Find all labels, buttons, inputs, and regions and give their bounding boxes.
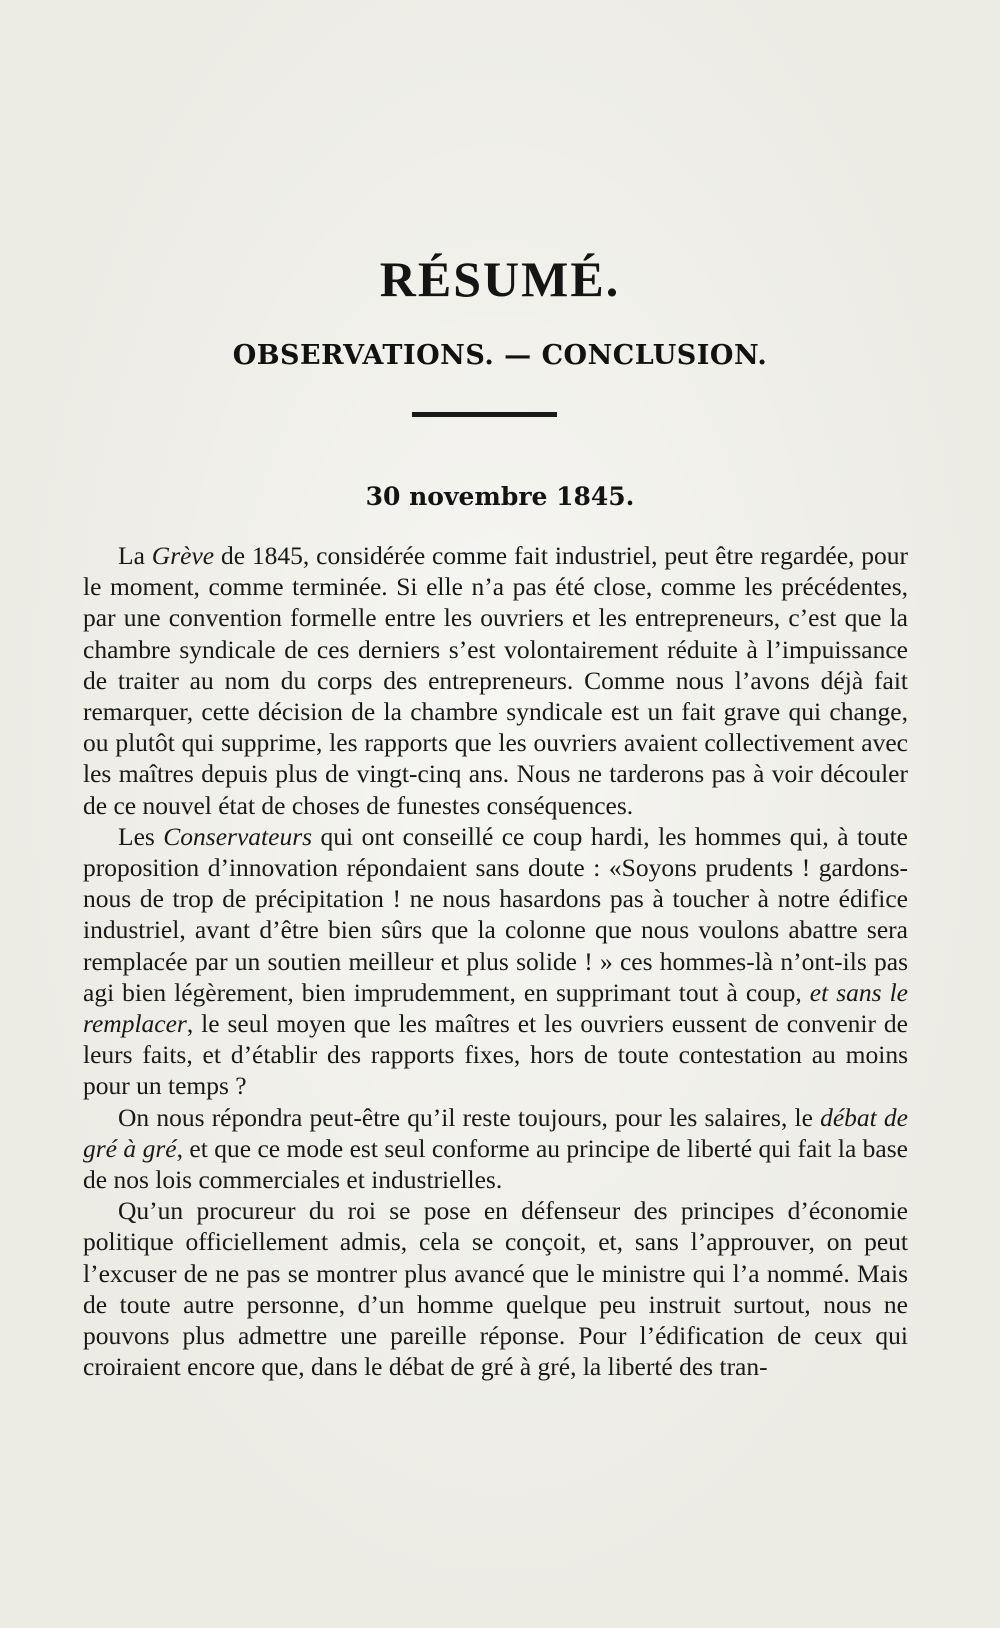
paragraph: Qu’un procureur du roi se pose en défenseur des principes d’économie politique officiellement admis, cela se conçoit, et, sans l’approuver, on peut l’excuser de ne pas se montrer plus avancé que le ministre qui l’a nommé. Mais de toute autre personne, d’un homme quelque peu instruit surtout, nous ne pouvons plus admettre une pareille réponse. Pour l’édification de ceux qui croiraient encore que, dans le débat de gré à gré, la liberté des tran- (83, 1196, 908, 1382)
date-line: 30 novembre 1845. (365, 482, 635, 511)
paragraph: Les Conservateurs qui ont conseillé ce coup hardi, les hommes qui, à toute proposition d’innovation répondaient sans doute : «Soyons prudents ! gardons-nous de trop de précipitation ! ne nous hasardons pas à toucher à notre édifice industriel, avant d’être bien sûrs que la colonne que nous voulons abattre sera remplacée par un soutien meilleur et plus solide ! » ces hommes-là n’ont-ils pas agi bien légèrement, bien imprudemment, en supprimant tout à coup, et sans le remplacer, le seul moyen que les maîtres et les ouvriers eussent de convenir de leurs faits, et d’établir des rapports fixes, hors de toute contestation au moins pour un temps ? (83, 821, 909, 1101)
italic-phrase: Grève (151, 541, 215, 570)
paragraph: On nous répondra peut-être qu’il reste toujours, pour les salaires, le débat de gré à gré, et que ce mode est seul conforme au principe de liberté qui fait la base de nos lois commerciales et industrielles. (83, 1102, 908, 1195)
page-title: RÉSUMÉ. (379, 251, 621, 307)
body-text (83, 540, 908, 1382)
section-subtitle: OBSERVATIONS. — CONCLUSION. (232, 340, 768, 371)
title-divider (412, 412, 557, 417)
paragraph: La Grève de 1845, considérée comme fait industriel, peut être regardée, pour le moment, comme terminée. Si elle n’a pas été close, comme les précédentes, par une convention formelle entre les ouvriers et les entrepreneurs, c’est que la chambre syndicale de ces derniers s’est volontairement réduite à l’impuissance de traiter au nom du corps des entrepreneurs. Comme nous l’avons déjà fait remarquer, cette décision de la chambre syndicale est un fait grave qui change, ou plutôt qui supprime, les rapports que les ouvriers avaient collectivement avec les maîtres depuis plus de vingt-cinq ans. Nous ne tarderons pas à voir découler de ce nouvel état de choses de funestes conséquences. (83, 541, 908, 820)
italic-phrase: et sans le remplacer (83, 977, 909, 1039)
italic-phrase: débat de gré à gré (83, 1102, 908, 1163)
italic-phrase: Conservateurs (163, 821, 313, 851)
